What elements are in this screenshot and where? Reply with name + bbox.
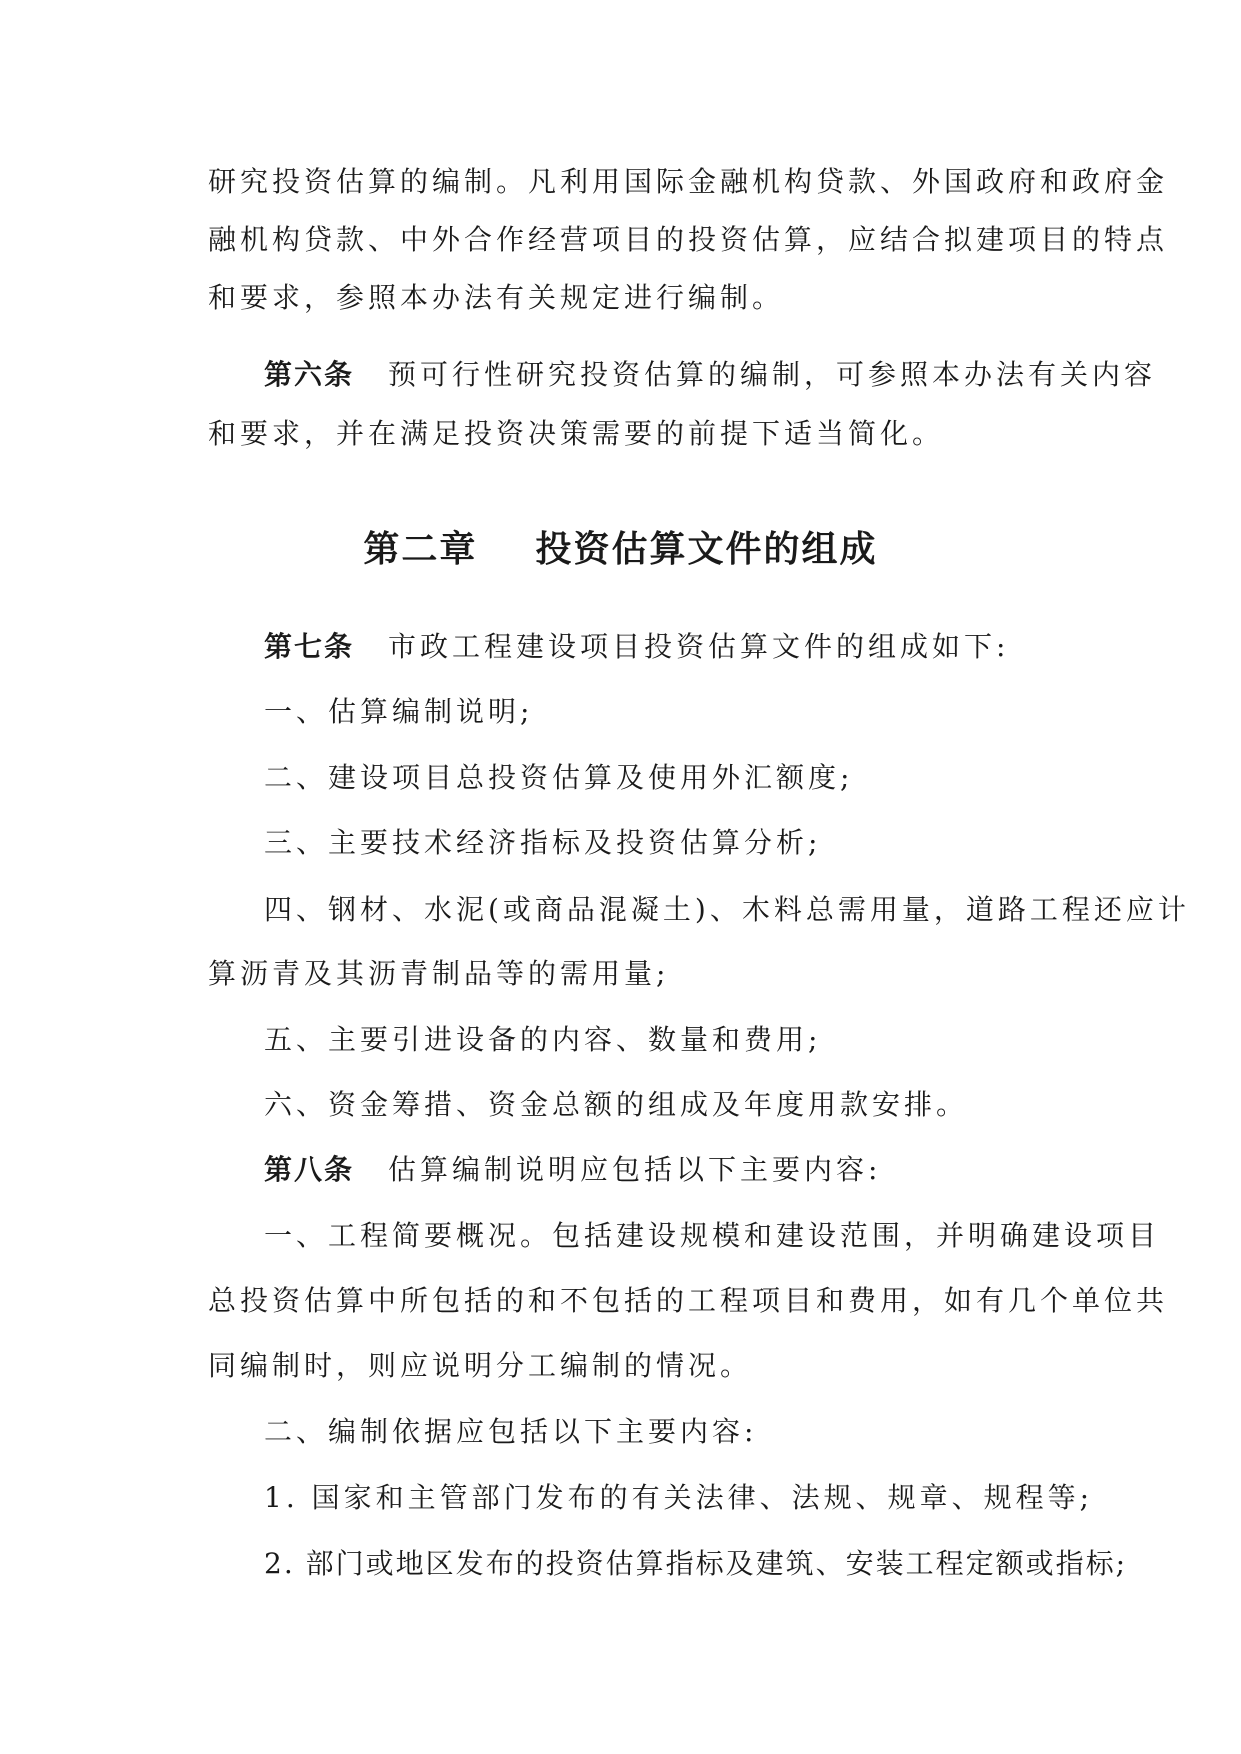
list-item: 四、钢材、水泥(或商品混凝土)、木料总需用量，道路工程还应计	[264, 893, 1190, 926]
sub-list-item: 2. 部门或地区发布的投资估算指标及建筑、安装工程定额或指标;	[264, 1547, 1128, 1580]
list-item: 五、主要引进设备的内容、数量和费用;	[264, 1023, 822, 1056]
article-7-line	[264, 627, 1009, 667]
article-6-line	[264, 355, 1156, 395]
list-item: 三、主要技术经济指标及投资估算分析;	[264, 826, 822, 859]
chapter-title: 第二章 投资估算文件的组成	[363, 529, 878, 570]
article-8-text: 估算编制说明应包括以下主要内容:	[388, 1153, 882, 1186]
article-6-text: 预可行性研究投资估算的编制，可参照本办法有关内容	[388, 358, 1157, 391]
paragraph-line: 和要求，参照本办法有关规定进行编制。	[208, 281, 785, 314]
list-item: 同编制时，则应说明分工编制的情况。	[208, 1349, 753, 1382]
paragraph-line: 融机构贷款、中外合作经营项目的投资估算，应结合拟建项目的特点	[208, 223, 1169, 256]
article-7-text: 市政工程建设项目投资估算文件的组成如下:	[388, 630, 1010, 663]
list-item: 二、建设项目总投资估算及使用外汇额度;	[264, 761, 854, 794]
article-8-label: 第八条	[264, 1153, 355, 1186]
article-8-line	[264, 1150, 881, 1190]
list-item: 六、资金筹措、资金总额的组成及年度用款安排。	[264, 1088, 969, 1121]
article-6-label: 第六条	[264, 358, 355, 391]
list-item: 二、编制依据应包括以下主要内容:	[264, 1415, 758, 1448]
list-item: 算沥青及其沥青制品等的需用量;	[208, 957, 670, 990]
article-7-label: 第七条	[264, 630, 355, 663]
list-item: 一、工程简要概况。包括建设规模和建设范围，并明确建设项目	[264, 1219, 1161, 1252]
list-item: 总投资估算中所包括的和不包括的工程项目和费用，如有几个单位共	[208, 1284, 1169, 1317]
list-item: 一、估算编制说明;	[264, 695, 534, 728]
article-6-line: 和要求，并在满足投资决策需要的前提下适当简化。	[208, 417, 945, 450]
paragraph-line: 研究投资估算的编制。凡利用国际金融机构贷款、外国政府和政府金	[208, 165, 1169, 198]
sub-list-item: 1. 国家和主管部门发布的有关法律、法规、规章、规程等;	[264, 1481, 1094, 1514]
